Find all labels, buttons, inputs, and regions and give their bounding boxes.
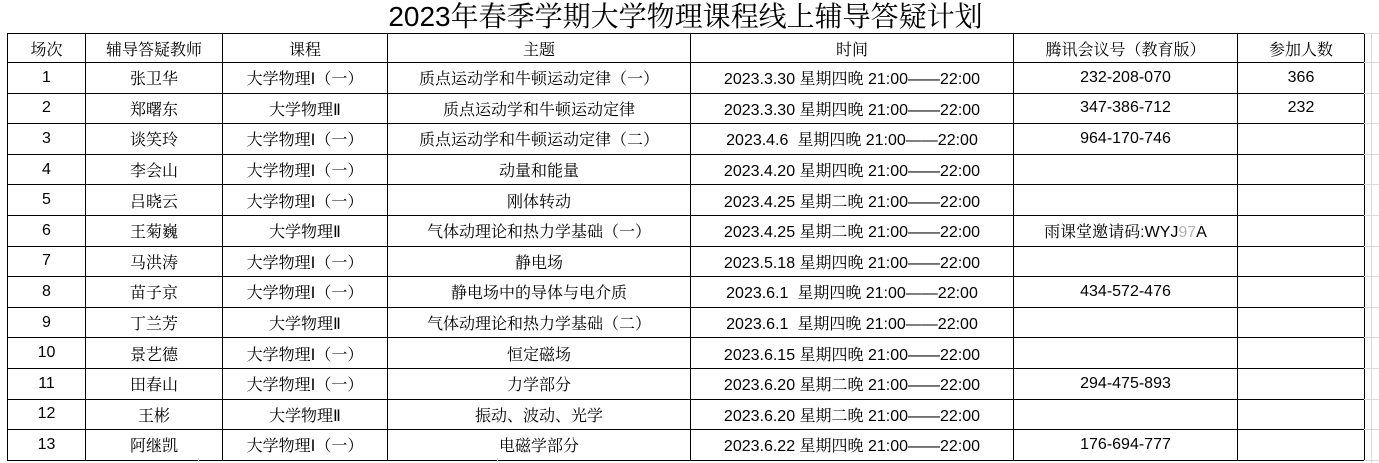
sheet-gridline-bottom-stub-1 <box>198 458 199 463</box>
cell-meeting-id <box>1014 246 1238 277</box>
table-row <box>8 63 1365 94</box>
sheet-gridline-row-stub <box>1364 307 1379 308</box>
page-title: 2023年春季学期大学物理课程线上辅导答疑计划 <box>388 1 983 32</box>
cell-meeting-id <box>1014 338 1238 369</box>
cell-time: 2023.4.6 星期四晚 21:00——22:00 <box>691 124 1014 155</box>
cell-meeting-id <box>1014 154 1238 185</box>
header-meeting-id: 腾讯会议号（教育版） <box>1014 34 1238 63</box>
cell-topic: 质点运动学和牛顿运动定律 <box>388 93 691 124</box>
cell-attendees <box>1238 154 1365 185</box>
header-topic: 主题 <box>388 34 691 63</box>
cell-topic: 恒定磁场 <box>388 338 691 369</box>
cell-teacher: 田春山 <box>86 368 223 399</box>
cell-session: 9 <box>8 307 86 338</box>
cell-teacher: 苗子京 <box>86 277 223 308</box>
sheet-gridline-row-stub <box>1364 429 1379 430</box>
cell-course: 大学物理Ⅱ <box>223 93 388 124</box>
cell-meeting-id <box>1014 307 1238 338</box>
sheet-gridline-row-stub <box>1364 215 1379 216</box>
cell-teacher: 张卫华 <box>86 63 223 94</box>
invite-code-part: A <box>1196 224 1207 242</box>
cell-time: 2023.6.20 星期二晚 21:00——22:00 <box>691 399 1014 430</box>
cell-course: 大学物理Ⅰ（一） <box>223 368 388 399</box>
invite-code-part: 97 <box>1178 224 1197 242</box>
table-row <box>8 338 1365 369</box>
table-row <box>8 215 1365 246</box>
cell-course: 大学物理Ⅱ <box>223 307 388 338</box>
header-session: 场次 <box>8 34 86 63</box>
cell-topic: 气体动理论和热力学基础（一） <box>388 215 691 246</box>
cell-topic: 静电场中的导体与电介质 <box>388 277 691 308</box>
schedule-table <box>7 33 1365 461</box>
header-teacher: 辅导答疑教师 <box>86 34 223 63</box>
cell-attendees <box>1238 124 1365 155</box>
cell-session: 6 <box>8 215 86 246</box>
cell-meeting-id <box>1014 215 1238 246</box>
cell-session: 13 <box>8 430 86 461</box>
sheet-gridline-row-stub <box>1364 276 1379 277</box>
cell-attendees <box>1238 430 1365 461</box>
cell-teacher: 郑曙东 <box>86 93 223 124</box>
cell-course: 大学物理Ⅰ（一） <box>223 246 388 277</box>
cell-topic: 质点运动学和牛顿运动定律（二） <box>388 124 691 155</box>
sheet-gridline-row-stub <box>1364 399 1379 400</box>
table-row <box>8 430 1365 461</box>
table-row <box>8 399 1365 430</box>
sheet-gridline-row-stub <box>1364 368 1379 369</box>
sheet-gridline-row-stub <box>1364 62 1379 63</box>
cell-attendees: 366 <box>1238 63 1365 94</box>
cell-teacher: 丁兰芳 <box>86 307 223 338</box>
cell-attendees <box>1238 277 1365 308</box>
cell-attendees <box>1238 215 1365 246</box>
cell-teacher: 马洪涛 <box>86 246 223 277</box>
cell-meeting-id <box>1014 399 1238 430</box>
cell-meeting-id: 294-475-893 <box>1014 368 1238 399</box>
cell-session: 7 <box>8 246 86 277</box>
cell-course: 大学物理Ⅰ（一） <box>223 154 388 185</box>
cell-teacher: 李会山 <box>86 154 223 185</box>
cell-meeting-id: 964-170-746 <box>1014 124 1238 155</box>
cell-topic: 动量和能量 <box>388 154 691 185</box>
cell-time: 2023.6.20 星期二晚 21:00——22:00 <box>691 368 1014 399</box>
cell-course: 大学物理Ⅰ（一） <box>223 124 388 155</box>
cell-session: 11 <box>8 368 86 399</box>
sheet-gridline-row-stub <box>1364 154 1379 155</box>
cell-topic: 质点运动学和牛顿运动定律（一） <box>388 63 691 94</box>
sheet-gridline-row-stub <box>1364 246 1379 247</box>
cell-teacher: 王菊巍 <box>86 215 223 246</box>
header-time: 时间 <box>691 34 1014 63</box>
sheet-gridline-row-stub <box>1364 337 1379 338</box>
cell-teacher: 王彬 <box>86 399 223 430</box>
cell-topic: 刚体转动 <box>388 185 691 216</box>
cell-teacher: 阿继凯 <box>86 430 223 461</box>
cell-time: 2023.6.22 星期四晚 21:00——22:00 <box>691 430 1014 461</box>
cell-attendees <box>1238 307 1365 338</box>
cell-attendees <box>1238 185 1365 216</box>
table-row <box>8 124 1365 155</box>
cell-session: 2 <box>8 93 86 124</box>
cell-attendees <box>1238 399 1365 430</box>
cell-meeting-id <box>1014 185 1238 216</box>
cell-topic: 气体动理论和热力学基础（二） <box>388 307 691 338</box>
cell-attendees <box>1238 368 1365 399</box>
header-attendees: 参加人数 <box>1238 34 1365 63</box>
cell-session: 12 <box>8 399 86 430</box>
cell-time: 2023.5.18 星期四晚 21:00——22:00 <box>691 246 1014 277</box>
cell-meeting-id: 347-386-712 <box>1014 93 1238 124</box>
cell-time: 2023.4.25 星期二晚 21:00——22:00 <box>691 185 1014 216</box>
table-row <box>8 368 1365 399</box>
cell-topic: 电磁学部分 <box>388 430 691 461</box>
cell-time: 2023.3.30 星期四晚 21:00——22:00 <box>691 93 1014 124</box>
cell-course: 大学物理Ⅰ（一） <box>223 277 388 308</box>
cell-attendees <box>1238 246 1365 277</box>
table-row <box>8 185 1365 216</box>
table-row <box>8 154 1365 185</box>
cell-time: 2023.4.25 星期二晚 21:00——22:00 <box>691 215 1014 246</box>
cell-time: 2023.6.1 星期四晚 21:00——22:00 <box>691 277 1014 308</box>
cell-course: 大学物理Ⅱ <box>223 215 388 246</box>
sheet-gridline-row-stub <box>1364 93 1379 94</box>
cell-time: 2023.6.1 星期四晚 21:00——22:00 <box>691 307 1014 338</box>
cell-course: 大学物理Ⅰ（一） <box>223 63 388 94</box>
cell-course: 大学物理Ⅰ（一） <box>223 338 388 369</box>
cell-session: 1 <box>8 63 86 94</box>
cell-meeting-id: 434-572-476 <box>1014 277 1238 308</box>
cell-attendees <box>1238 338 1365 369</box>
sheet-gridline-row-stub <box>1364 184 1379 185</box>
invite-code-part: 雨课堂邀请码:WYJ <box>1044 224 1179 242</box>
cell-session: 10 <box>8 338 86 369</box>
table-row <box>8 93 1365 124</box>
sheet-gridline-row-stub <box>1364 460 1379 461</box>
table-row <box>8 307 1365 338</box>
cell-time: 2023.6.15 星期四晚 21:00——22:00 <box>691 338 1014 369</box>
cell-time: 2023.3.30 星期四晚 21:00——22:00 <box>691 63 1014 94</box>
table-row <box>8 277 1365 308</box>
sheet-gridline-row-stub <box>1364 33 1379 34</box>
cell-teacher: 吕晓云 <box>86 185 223 216</box>
cell-teacher: 景艺德 <box>86 338 223 369</box>
cell-meeting-id: 176-694-777 <box>1014 430 1238 461</box>
table-row <box>8 246 1365 277</box>
cell-teacher: 谈笑玲 <box>86 124 223 155</box>
table-body <box>8 63 1365 461</box>
sheet-gridline-bottom-stub-2 <box>497 458 498 463</box>
header-course: 课程 <box>223 34 388 63</box>
cell-course: 大学物理Ⅰ（一） <box>223 185 388 216</box>
cell-session: 5 <box>8 185 86 216</box>
cell-meeting-id: 232-208-070 <box>1014 63 1238 94</box>
cell-attendees: 232 <box>1238 93 1365 124</box>
cell-topic: 力学部分 <box>388 368 691 399</box>
cell-session: 8 <box>8 277 86 308</box>
cell-course: 大学物理Ⅰ（一） <box>223 430 388 461</box>
table-header-row <box>8 34 1365 63</box>
cell-time: 2023.4.20 星期四晚 21:00——22:00 <box>691 154 1014 185</box>
cell-course: 大学物理Ⅱ <box>223 399 388 430</box>
cell-topic: 静电场 <box>388 246 691 277</box>
sheet-gridline-row-stub <box>1364 123 1379 124</box>
cell-session: 3 <box>8 124 86 155</box>
cell-topic: 振动、波动、光学 <box>388 399 691 430</box>
cell-session: 4 <box>8 154 86 185</box>
